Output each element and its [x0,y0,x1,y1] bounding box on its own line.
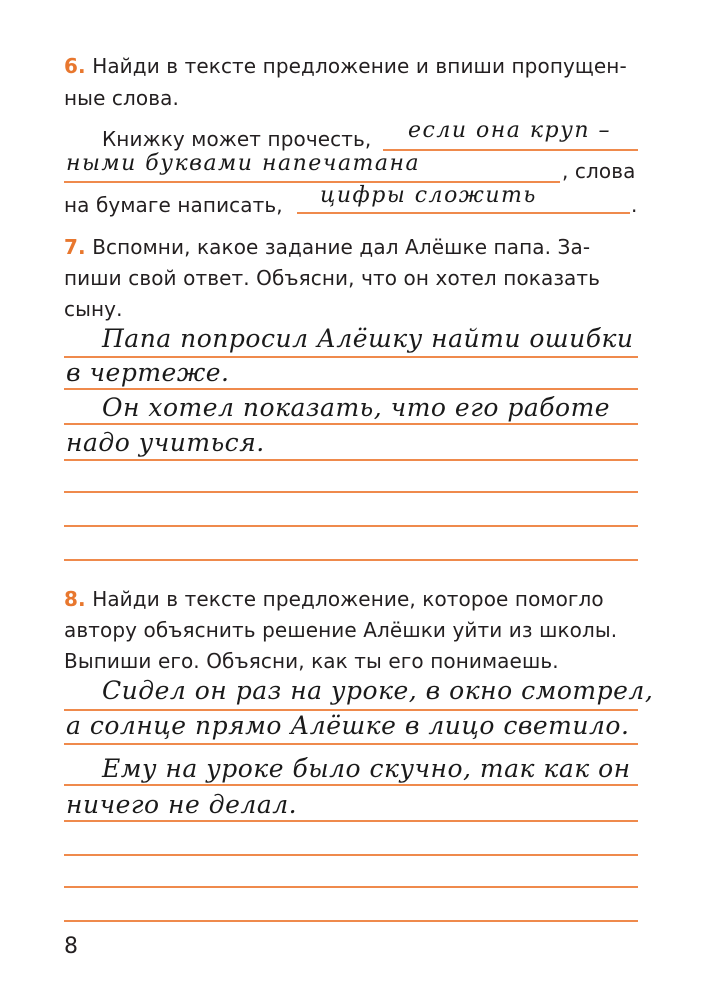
task-7-writing-line-3 [64,423,638,425]
task-7-instruction-line-2: пиши свой ответ. Объясни, что он хотел показать [64,266,601,290]
task-8-writing-line-7 [64,920,638,922]
page-number: 8 [64,934,78,959]
task-7-writing-line-4 [64,459,638,461]
task-7-answer-line-1: Папа попросил Алёшку найти ошибки [102,324,634,353]
task-7-answer-line-3: Он хотел показать, что его работе [102,393,611,422]
task-8-instruction-line-1: 8. Найди в тексте предложение, которое помогло [64,587,604,611]
task-6-sentence-part-1: Книжку может прочесть, [102,127,372,151]
task-6-blank-line-3 [297,212,630,214]
task-8-answer-line-1: Сидел он раз на уроке, в окно смотрел, [102,676,654,705]
task-6-handwritten-answer-c: цифры сложить [320,183,537,208]
task-6-instruction-line-2: ные слова. [64,86,179,110]
task-7-instruction-line-1: 7. Вспомни, какое задание дал Алёшке папа. За- [64,235,591,259]
task-7-writing-line-7 [64,559,638,561]
task-7-answer-line-4: надо учиться. [66,428,265,457]
task-6-sentence-part-4: . [631,193,638,217]
task-8-answer-line-2: а солнце прямо Алёшке в лицо светило. [66,711,630,740]
task-6-handwritten-answer-b: ными буквами напечатана [66,151,421,176]
task-8-writing-line-2 [64,743,638,745]
task-8-writing-line-4 [64,820,638,822]
task-8-number: 8. [64,587,86,611]
task-6-handwritten-answer-a: если она круп – [408,118,612,143]
task-8-answer-line-4: ничего не делал. [66,790,298,819]
task-6-number: 6. [64,54,86,78]
task-6-sentence-part-2: , слова [562,159,636,183]
task-8-instruction-line-2: автору объяснить решение Алёшки уйти из школы. [64,618,618,642]
task-6-blank-line-1 [383,149,638,151]
task-7-writing-line-6 [64,525,638,527]
task-8-writing-line-6 [64,886,638,888]
task-6-instruction-line-1: 6. Найди в тексте предложение и впиши пропущен- [64,54,627,78]
task-7-number: 7. [64,235,86,259]
task-8-answer-line-3: Ему на уроке было скучно, так как он [102,754,631,783]
task-8-writing-line-5 [64,854,638,856]
task-7-writing-line-2 [64,388,638,390]
task-7-answer-line-2: в чертеже. [66,358,230,387]
task-6-sentence-part-3: на бумаге написать, [64,193,283,217]
task-7-writing-line-5 [64,491,638,493]
task-8-writing-line-3 [64,784,638,786]
task-8-instruction-line-3: Выпиши его. Объясни, как ты его понимаешь. [64,649,559,673]
task-7-instruction-line-3: сыну. [64,297,123,321]
